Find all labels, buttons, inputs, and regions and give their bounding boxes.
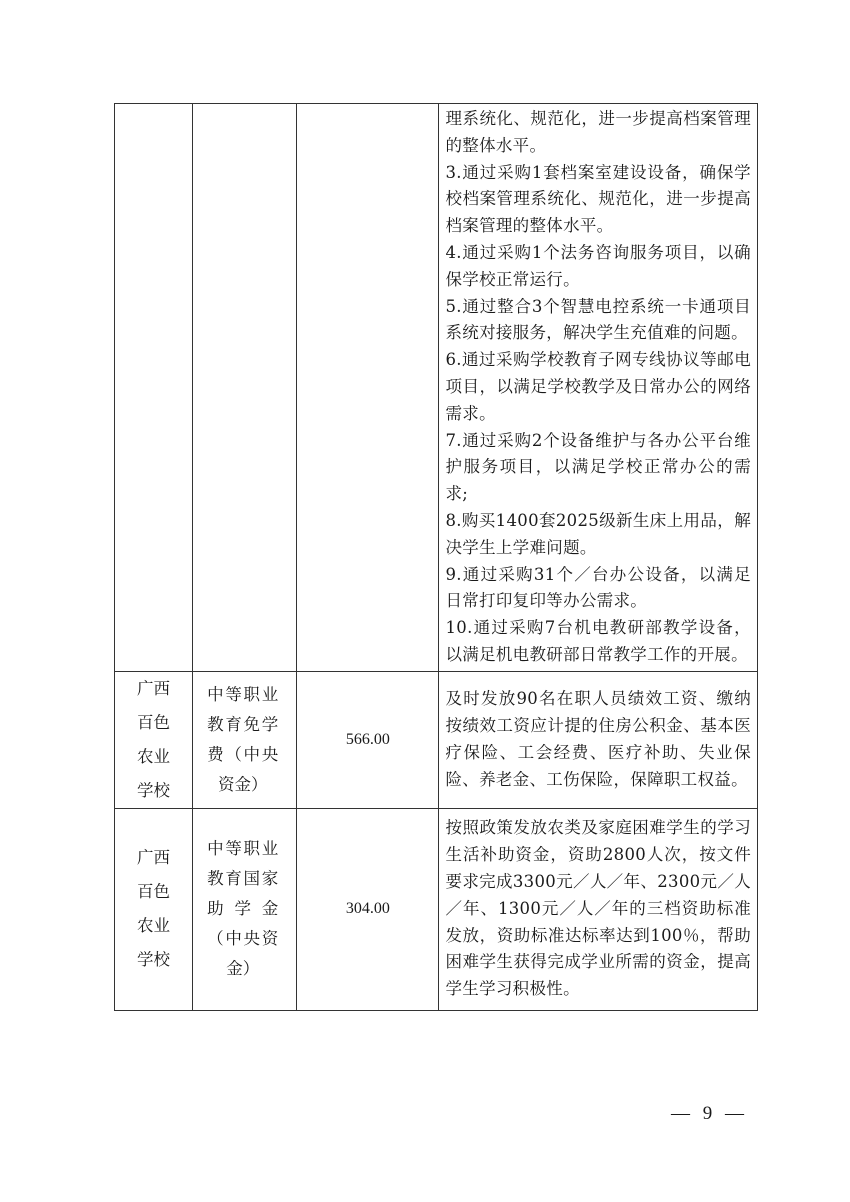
goal-cell bbox=[439, 671, 758, 808]
goal-item: 10.通过采购7台机电教研部教学设备，以满足机电教研部日常教学工作的开展。 bbox=[445, 618, 751, 664]
goal-item: 7.通过采购2个设备维护与各办公平台维护服务项目，以满足学校正常办公的需求; bbox=[445, 430, 751, 504]
goal-item: 理系统化、规范化，进一步提高档案管理的整体水平。 bbox=[445, 109, 751, 155]
goal-cell bbox=[439, 808, 758, 1010]
amount-cell: 566.00 bbox=[297, 671, 439, 808]
amount-cell-empty bbox=[297, 104, 439, 672]
budget-table bbox=[114, 103, 758, 1011]
table-row-continuation bbox=[115, 104, 758, 672]
project-cell: 中等职业教育免学费（中央资金） bbox=[193, 671, 297, 808]
goal-item: 8.购买1400套2025级新生床上用品，解决学生上学难问题。 bbox=[445, 510, 751, 557]
amount-cell: 304.00 bbox=[297, 808, 439, 1010]
page-number: — 9 — bbox=[671, 1103, 748, 1124]
goal-text: 按照政策发放农类及家庭困难学生的学习生活补助资金，资助2800人次，按文件要求完成3300元／人／年、2300元／人／年、1300元／人／年的三档资助标准发放，资助标准达标率达到100％，帮助困难学生获得完成学业所需的资金，提高学生学习积极性。 bbox=[445, 818, 751, 999]
goal-item: 3.通过采购1套档案室建设设备，确保学校档案管理系统化、规范化，进一步提高档案管理的整体水平。 bbox=[445, 162, 751, 236]
goal-cell bbox=[439, 104, 758, 672]
unit-cell-empty bbox=[115, 104, 193, 672]
goal-item: 5.通过整合3个智慧电控系统一卡通项目系统对接服务，解决学生充值难的问题。 bbox=[445, 296, 751, 343]
goal-text: 及时发放90名在职人员绩效工资、缴纳按绩效工资应计提的住房公积金、基本医疗保险、工会经费、医疗补助、失业保险、养老金、工伤保险，保障职工权益。 bbox=[445, 689, 751, 789]
project-cell-empty bbox=[193, 104, 297, 672]
project-cell: 中等职业教育国家助学金（中央资金） bbox=[193, 808, 297, 1010]
goal-item: 4.通过采购1个法务咨询服务项目，以确保学校正常运行。 bbox=[445, 242, 751, 289]
goal-item: 6.通过采购学校教育子网专线协议等邮电项目，以满足学校教学及日常办公的网络需求。 bbox=[445, 350, 751, 423]
unit-cell: 广西百色农业学校 bbox=[115, 808, 193, 1010]
table-row bbox=[115, 671, 758, 808]
table-row bbox=[115, 808, 758, 1010]
unit-cell: 广西百色农业学校 bbox=[115, 671, 193, 808]
goal-item: 9.通过采购31个／台办公设备，以满足日常打印复印等办公需求。 bbox=[445, 564, 751, 611]
